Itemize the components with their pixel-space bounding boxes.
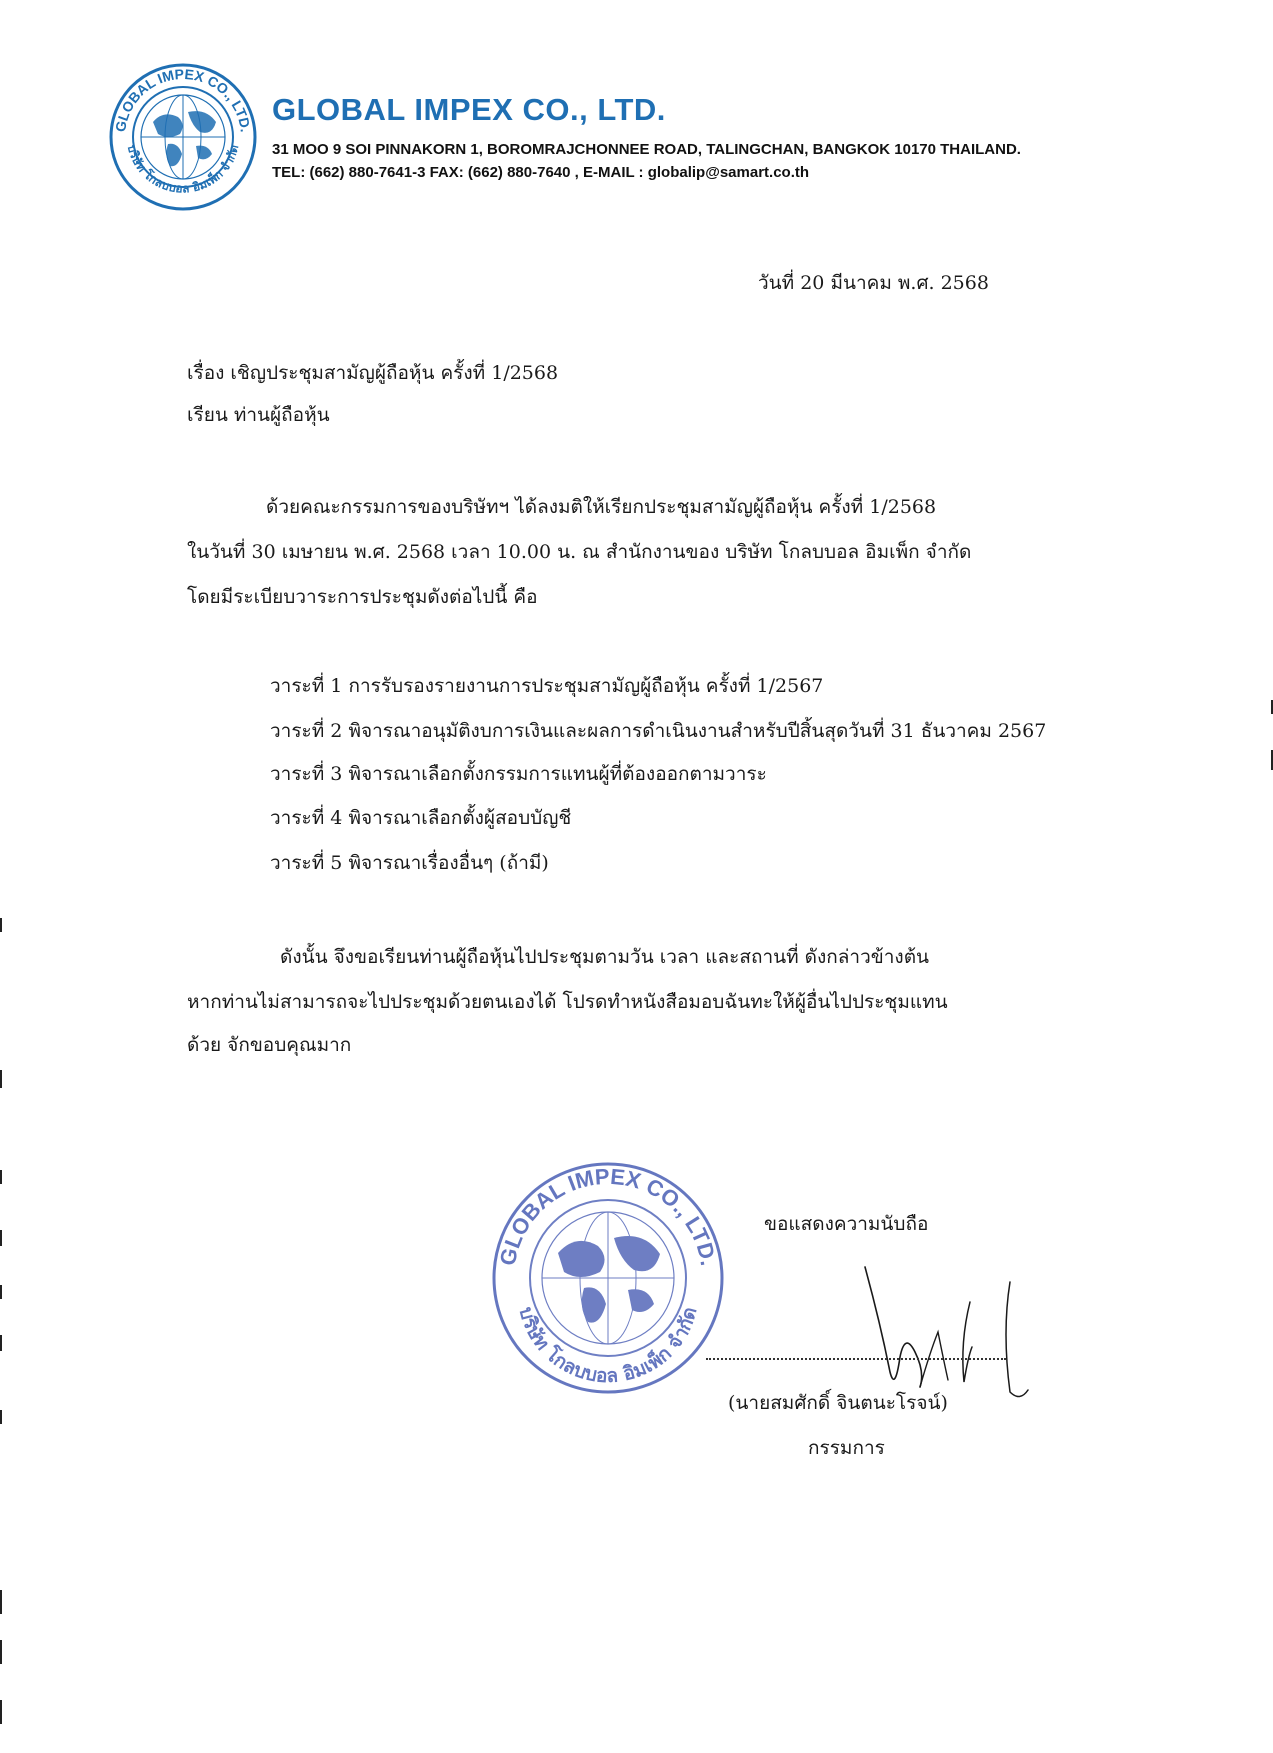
scan-edge-mark — [0, 1285, 2, 1299]
company-address: 31 MOO 9 SOI PINNAKORN 1, BOROMRAJCHONNEE ROAD, TALINGCHAN, BANGKOK 10170 THAILAND. — [272, 141, 1021, 158]
intro-line-2: ในวันที่ 30 เมษายน พ.ศ. 2568 เวลา 10.00 น. ณ สำนักงานของ บริษัท โกลบบอล อิมเพ็ก จำกัด — [187, 541, 972, 563]
letter-subject: เรื่อง เชิญประชุมสามัญผู้ถือหุ้น ครั้งที่ 1/2568 — [187, 362, 559, 384]
closing-regards: ขอแสดงความนับถือ — [764, 1213, 929, 1235]
scan-edge-mark — [0, 1335, 2, 1351]
signature-line — [706, 1358, 1006, 1360]
scan-edge-mark — [0, 918, 2, 932]
closing-line-1: ดังนั้น จึงขอเรียนท่านผู้ถือหุ้นไปประชุมตามวัน เวลา และสถานที่ ดังกล่าวข้างต้น — [280, 946, 930, 968]
logo-text-th: บริษัท โกลบบอล อิมเพ็ก จำกัด — [124, 143, 242, 196]
scan-edge-mark — [0, 1230, 2, 1246]
company-logo — [108, 62, 258, 212]
letter-date: วันที่ 20 มีนาคม พ.ศ. 2568 — [758, 272, 989, 294]
agenda-item-2: วาระที่ 2 พิจารณาอนุมัติงบการเงินและผลการดำเนินงานสำหรับปีสิ้นสุดวันที่ 31 ธันวาคม 2567 — [270, 720, 1047, 742]
intro-line-1: ด้วยคณะกรรมการของบริษัทฯ ได้ลงมติให้เรียกประชุมสามัญผู้ถือหุ้น ครั้งที่ 1/2568 — [266, 496, 937, 518]
agenda-item-3: วาระที่ 3 พิจารณาเลือกตั้งกรรมการแทนผู้ที่ต้องออกตามวาระ — [270, 763, 767, 785]
closing-line-3: ด้วย จักขอบคุณมาก — [187, 1034, 352, 1056]
company-contact: TEL: (662) 880-7641-3 FAX: (662) 880-7640 , E-MAIL : globalip@samart.co.th — [272, 164, 810, 181]
closing-line-2: หากท่านไม่สามารถจะไปประชุมด้วยตนเองได้ โปรดทำหนังสือมอบฉันทะให้ผู้อื่นไปประชุมแทน — [187, 991, 948, 1013]
scan-edge-mark — [0, 1070, 2, 1088]
intro-line-3: โดยมีระเบียบวาระการประชุมดังต่อไปนี้ คือ — [187, 586, 538, 608]
signer-title: กรรมการ — [808, 1437, 885, 1459]
company-seal-stamp — [488, 1158, 728, 1398]
agenda-item-1: วาระที่ 1 การรับรองรายงานการประชุมสามัญผู้ถือหุ้น ครั้งที่ 1/2567 — [270, 675, 824, 697]
scan-edge-mark — [0, 1170, 2, 1184]
company-name: GLOBAL IMPEX CO., LTD. — [272, 92, 666, 127]
letter-salutation: เรียน ท่านผู้ถือหุ้น — [187, 404, 330, 426]
scan-edge-mark — [0, 1640, 2, 1664]
globe-icon — [141, 95, 225, 179]
globe-icon — [542, 1212, 674, 1344]
stamp-text-th: บริษัท โกลบบอล อิมเพ็ก จำกัด — [514, 1304, 702, 1388]
scan-edge-mark — [0, 1590, 2, 1614]
scan-edge-mark — [0, 1410, 2, 1424]
agenda-item-4: วาระที่ 4 พิจารณาเลือกตั้งผู้สอบบัญชี — [270, 807, 572, 829]
scan-edge-mark — [0, 1700, 2, 1724]
agenda-item-5: วาระที่ 5 พิจารณาเรื่องอื่นๆ (ถ้ามี) — [270, 852, 549, 874]
signer-name: (นายสมศักดิ์ จินตนะโรจน์) — [728, 1392, 948, 1414]
logo-text-en: GLOBAL IMPEX CO., LTD. — [112, 65, 254, 134]
stamp-text-en: GLOBAL IMPEX CO., LTD. — [494, 1163, 722, 1268]
